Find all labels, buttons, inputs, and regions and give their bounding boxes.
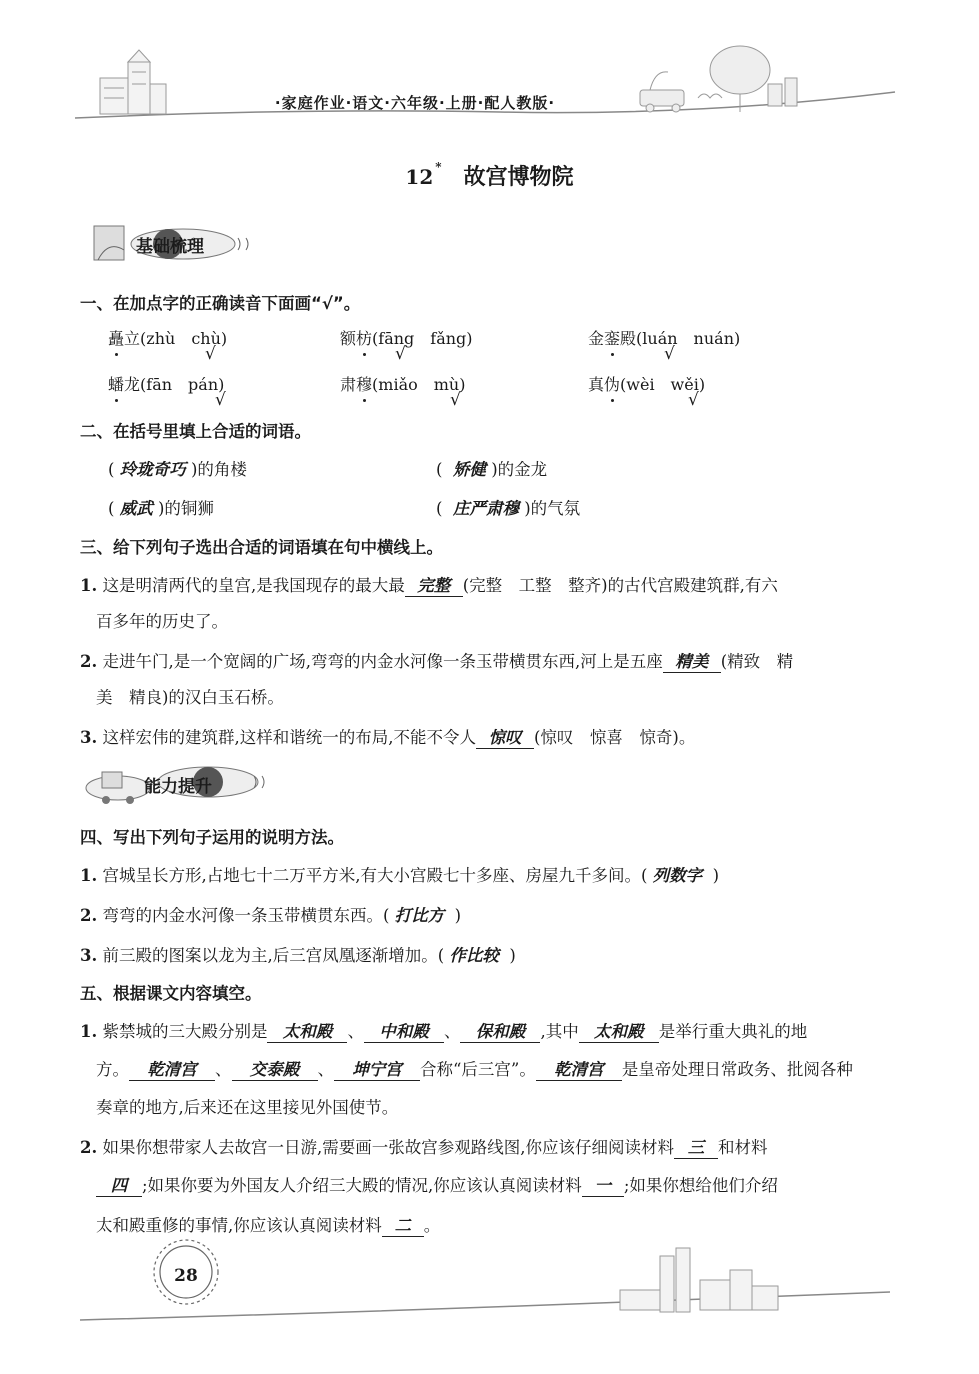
q1-item-5: 肃穆(miǎo mù) [340,372,465,395]
q1-prompt: 一、在加点字的正确读音下面画“√”。 [80,294,361,313]
q3-sentence-3: 3. 这样宏伟的建筑群,这样和谐统一的布局,不能不令人 惊叹 (惊叹 惊喜 惊奇)。 [80,728,696,747]
section-ability-label: 能力提升 [144,777,212,797]
check-mark: √ [205,344,216,364]
q4-sentence-2: 2. 弯弯的内金水河像一条玉带横贯东西。( 打比方 ) [80,906,462,925]
q5-sentence-1-cont: 方。 乾清宫 、 交泰殿 、 坤宁宫 合称“后三宫”。 乾清宫 是皇帝处理日常政务、批阅各种 [96,1060,853,1079]
q2-item-3: ( 威武 )的铜狮 [108,499,214,518]
footer-illustration [0,1230,979,1350]
q3-sentence-2-cont: 美 精良)的汉白玉石桥。 [96,688,284,707]
q1-item-1: 矗立(zhù chù) [108,326,227,349]
q1-item-6: 真伪(wèi wěi) [588,372,705,395]
lesson-number: 12 [405,165,434,189]
q5-sentence-2-end: 太和殿重修的事情,你应该认真阅读材料 二 。 [96,1216,441,1235]
q5-prompt: 五、根据课文内容填空。 [80,984,262,1003]
q4-sentence-1: 1. 宫城呈长方形,占地七十二万平方米,有大小宫殿七十多座、房屋九千多间。( 列数字 ) [80,866,720,885]
page-number: 28 [174,1266,198,1286]
q2-prompt: 二、在括号里填上合适的词语。 [80,422,311,441]
section-basic-label: 基础梳理 [136,237,204,257]
q5-sentence-2-cont: 四 ;如果你要为外国友人介绍三大殿的情况,你应该认真阅读材料 一 ;如果你想给他们介绍 [96,1172,778,1197]
header-title: ·家庭作业·语文·六年级·上册·配人教版· [274,94,556,112]
q3-sentence-1-cont: 百多年的历史了。 [96,612,228,631]
q5-sentence-2: 2. 如果你想带家人去故宫一日游,需要画一张故宫参观路线图,你应该仔细阅读材料 三 和材料 [80,1138,768,1157]
q4-sentence-3: 3. 前三殿的图案以龙为主,后三宫凤凰逐渐增加。( 作比较 ) [80,946,516,965]
q3-prompt: 三、给下列句子选出合适的词语填在句中横线上。 [80,538,443,557]
check-mark: √ [215,390,226,410]
q4-prompt: 四、写出下列句子运用的说明方法。 [80,828,344,847]
check-mark: √ [450,390,461,410]
q2-item-4: ( 庄严肃穆 )的气氛 [436,499,581,518]
lesson-star: * [435,160,442,174]
check-mark: √ [688,390,699,410]
q5-sentence-1-end: 奏章的地方,后来还在这里接见外国使节。 [96,1098,399,1117]
q3-sentence-1: 1. 这是明清两代的皇宫,是我国现存的最大最 完整 (完整 工整 整齐)的古代宫殿建筑群,有六 [80,576,778,595]
q1-item-2: 额枋(fāng fǎng) [340,326,473,349]
q2-item-1: ( 玲珑奇巧 )的角楼 [108,460,247,479]
q5-sentence-1: 1. 紫禁城的三大殿分别是 太和殿 、 中和殿 、 保和殿 ,其中 太和殿 是举行重大典礼的地 [80,1022,808,1041]
lesson-title [0,160,979,191]
q1-item-4: 蟠龙(fān pán) [108,372,224,395]
q1-item-3: 金銮殿(luán nuán) [588,326,740,349]
q3-sentence-2: 2. 走进午门,是一个宽阔的广场,弯弯的内金水河像一条玉带横贯东西,河上是五座 精美 (精致 精 [80,652,794,671]
check-mark: √ [395,344,406,364]
lesson-name: 故宫博物院 [463,164,574,190]
check-mark: √ [664,344,675,364]
q2-item-2: ( 矫健 )的金龙 [436,460,548,479]
